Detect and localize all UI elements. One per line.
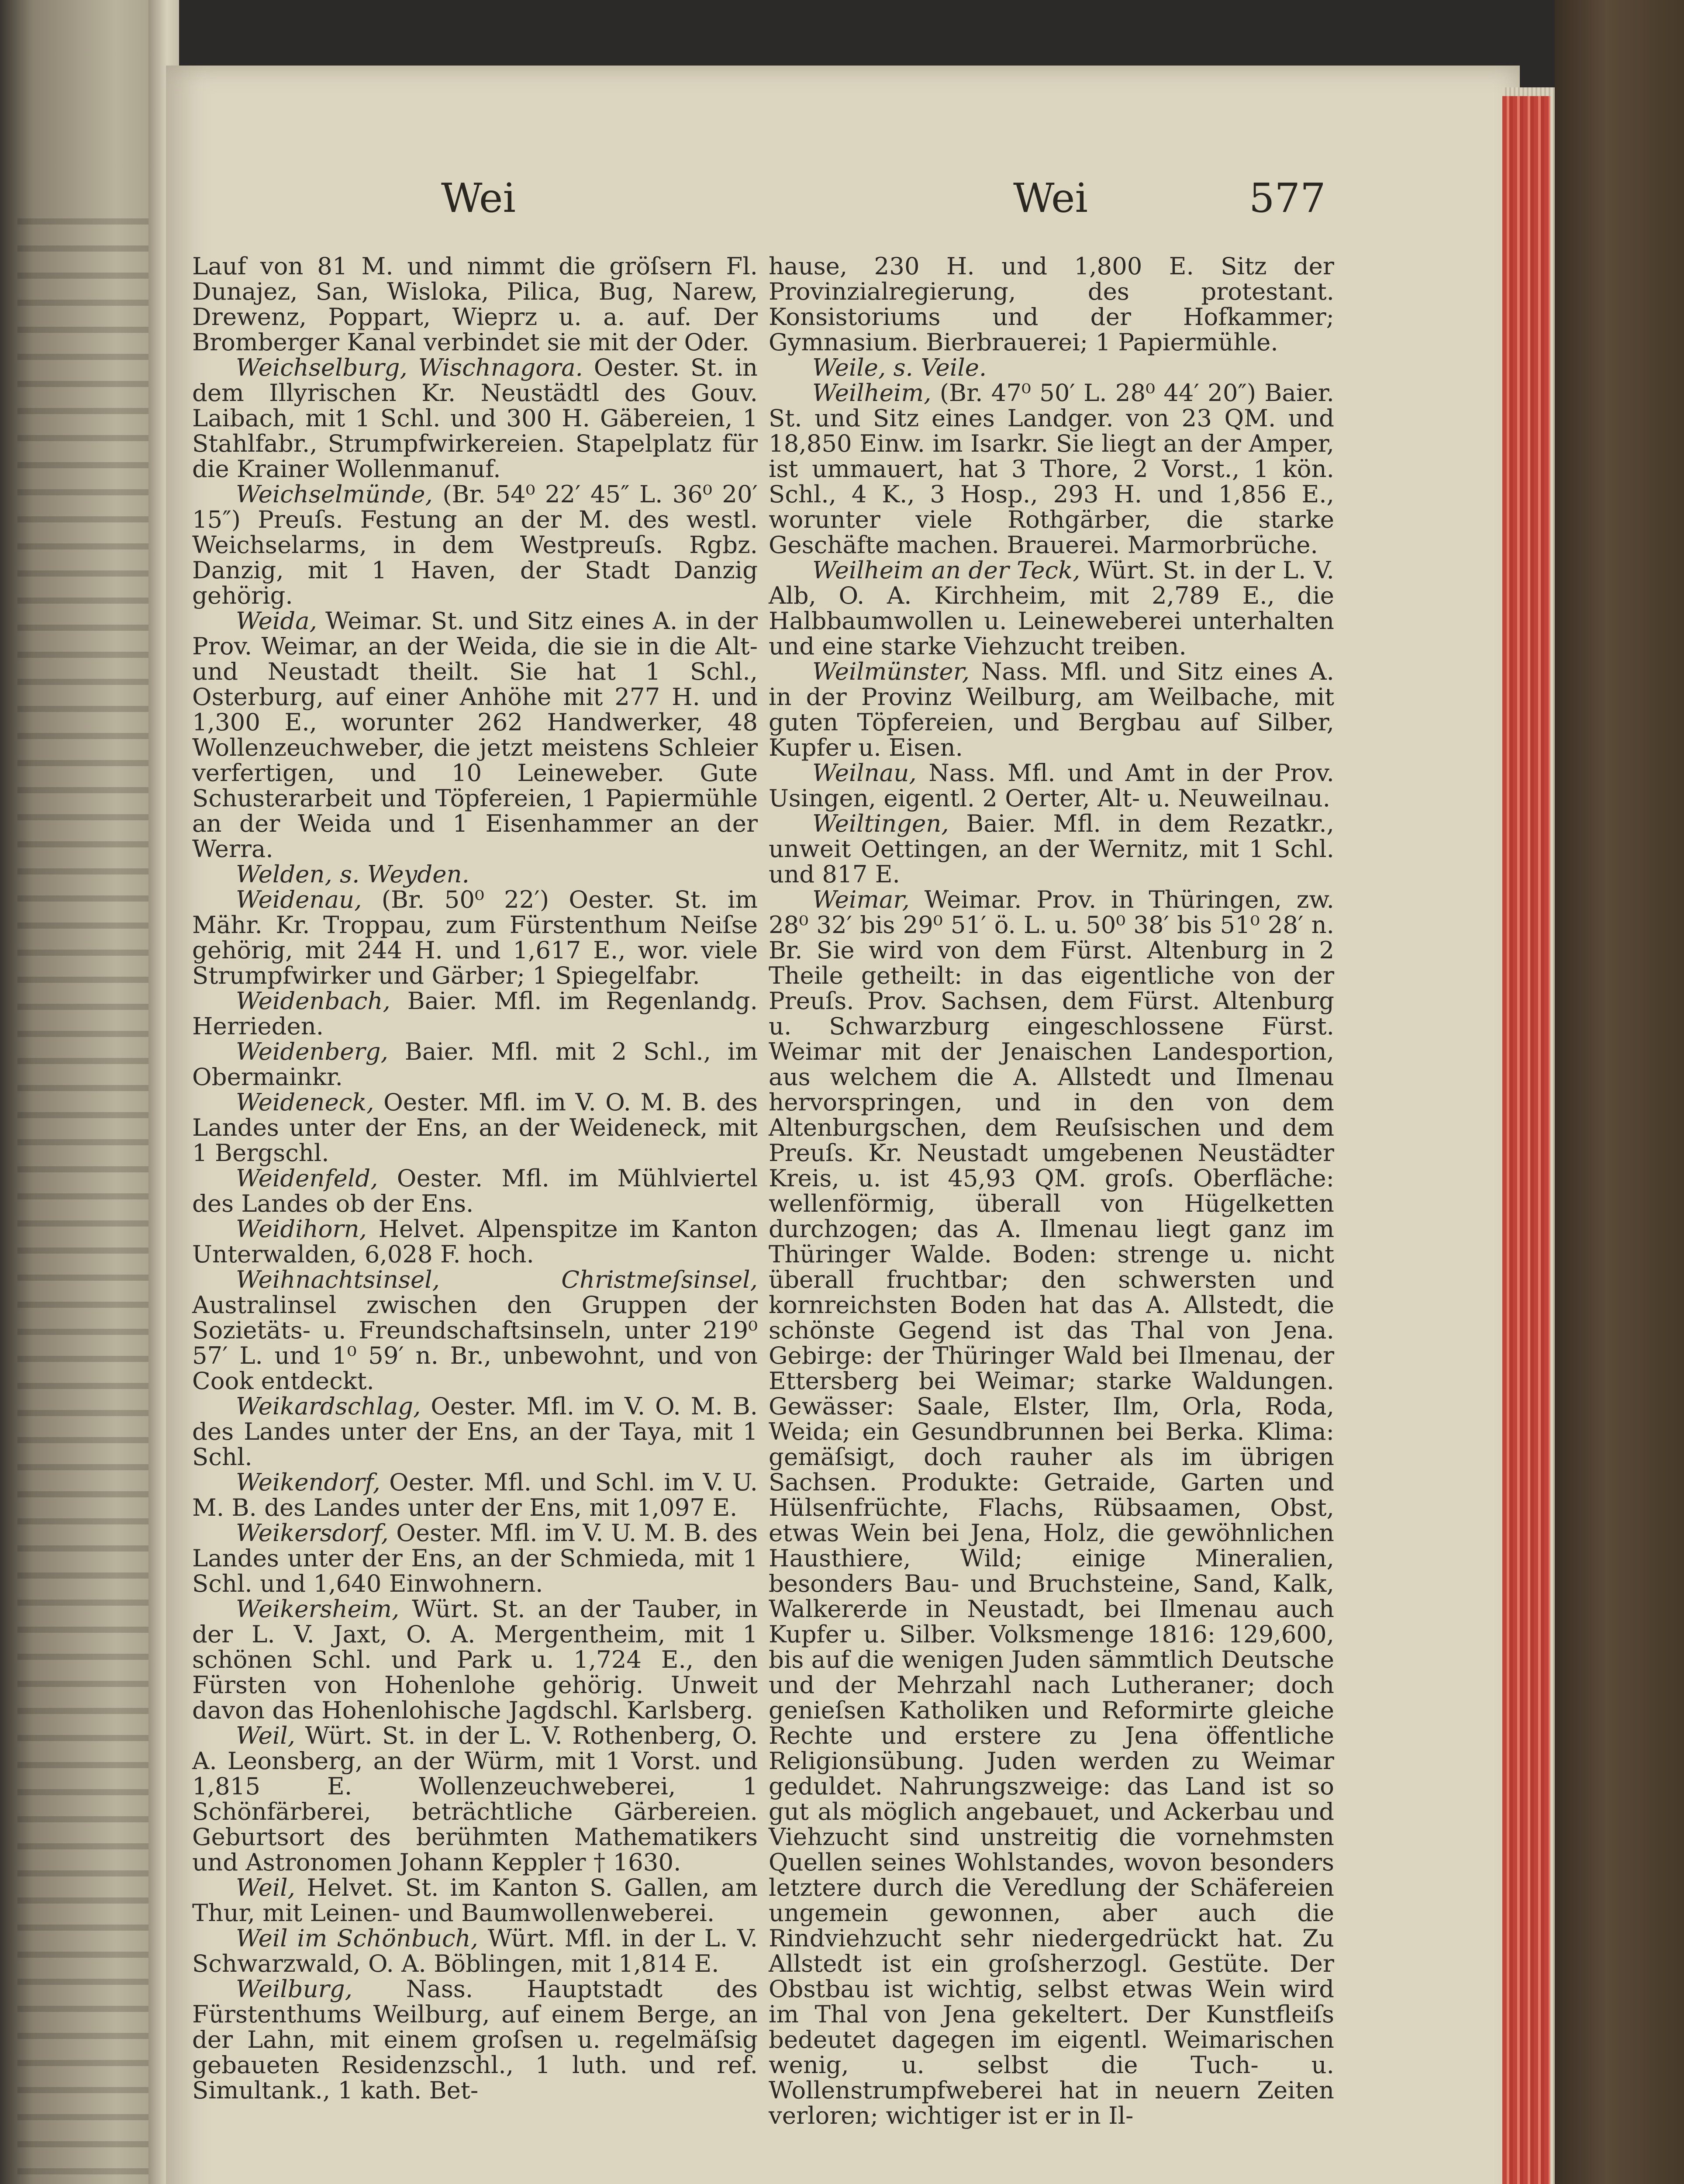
dictionary-entry [769,887,1334,2128]
entry-text: Würt. St. in der L. V. Alb, O. A. Kirchheim, mit 2,789 E., die Halbbaumwollen u. Leineweberei unterhalten und eine starke Viehzucht treiben. [769,556,1335,660]
previous-page-edge [0,0,166,2184]
entry-text: Oester. Mfl. im Mühlviertel des Landes ob der Ens. [192,1164,758,1217]
entry-text: Lauf von 81 M. und nimmt die gröſsern Fl. Dunajez, San, Wisloka, Pilica, Bug, Narew, Drewenz, Poppart, Wieprz u. a. auf. Der Bromberger Kanal verbindet sie mit der Oder. [192,252,758,356]
dictionary-entry [192,1925,758,1976]
entry-headword: Weichselmünde, [236,480,433,508]
dictionary-entry [769,659,1334,760]
entry-text: Oester. Mfl. im V. O. M. B. des Landes unter der Ens, an der Taya, mit 1 Schl. [192,1392,758,1471]
entry-headword: Weidenbach, [236,987,390,1015]
entry-text: Baier. Mfl. mit 2 Schl., im Obermainkr. [192,1037,758,1091]
dictionary-entry [192,1723,758,1875]
dictionary-entry [769,760,1334,811]
dictionary-entry [192,1267,758,1393]
entry-text: Würt. St. in der L. V. Rothenberg, O. A. Leonsberg, an der Würm, mit 1 Vorst. und 1,815 E. Wollenzeuchweberei, 1 Schönfärberei, beträchtliche Gärbereien. Geburtsort des berühmten Mathematikers und Astronomen Johann Keppler † 1630. [192,1721,758,1876]
bleed-through-text [17,218,162,2184]
dictionary-entry [192,1165,758,1216]
dictionary-entry [769,355,1334,380]
dictionary-entry [192,887,758,988]
dictionary-entry [192,1520,758,1596]
entry-text: Baier. Mfl. in dem Rezatkr., unweit Oettingen, an der Wernitz, mit 1 Schl. und 817 E. [769,809,1334,888]
entry-text: Würt. St. an der Tauber, in der L. V. Jaxt, O. A. Mergentheim, mit 1 schönen Schl. und Park u. 1,724 E., den Fürsten von Hohenlohe gehörig. Unweit davon das Hohenlohische Jagdschl. Karlsberg. [192,1595,758,1724]
entry-headword: Weile, s. Veile. [812,353,987,381]
dictionary-entry [192,1976,758,2103]
right-column [769,253,1334,2128]
dictionary-entry [769,253,1334,355]
entry-text: Weimar. St. und Sitz eines A. in der Prov. Weimar, an der Weida, die sie in die Alt- und Neustadt theilt. Sie hat 1 Schl., Osterburg, auf einer Anhöhe mit 277 H. und 1,300 E., worunter 262 Handwerker, 48 Wollenzeuchweber, die jetzt meistens Schleier verfertigen, und 10 Leineweber. Gute Schusterarbeit und Töpfereien, 1 Papiermühle an der Weida und 1 Eisenhammer an der Werra. [192,607,758,863]
dictionary-entry [769,557,1334,659]
dictionary-entry [192,355,758,481]
dictionary-entry [192,1596,758,1723]
entry-text: Würt. Mfl. in der L. V. Schwarzwald, O. A. Böblingen, mit 1,814 E. [192,1924,758,1977]
entry-headword: Weiltingen, [812,809,949,837]
entry-headword: Weilheim, [812,379,932,407]
book-cover [1555,0,1684,2184]
running-head-right: Wei [1013,175,1088,221]
entry-headword: Weikersdorf, [236,1519,389,1547]
entry-text: Weimar. Prov. in Thüringen, zw. 28⁰ 32′ bis 29⁰ 51′ ö. L. u. 50⁰ 38′ bis 51⁰ 28′ n. Br. Sie wird von dem Fürst. Altenburg in 2 Theile getheilt: in das eigentliche von der Preuſs. Prov. Sachsen, dem Fürst. Altenburg u. Schwarzburg eingeschlossene Fürst. Weimar mit der Jenaischen Landesportion, aus welchem die A. Allstedt und Ilmenau hervorspringen, und in den von dem Altenburgschen, dem Reuſsischen und dem Preuſs. Kr. Neustadt umgebenen Neustädter Kreis, u. ist 45,93 QM. groſs. Oberfläche: wellenförmig, überall von Hügelketten durchzogen; das A. Ilmenau liegt ganz im Thüringer Walde. Boden: strenge u. nicht überall fruchtbar; den schwersten und kornreichsten Boden hat das A. Allstedt, die schönste Gegend ist das Thal von Jena. Gebirge: der Thüringer Wald bei Ilmenau, der Ettersberg bei Weimar; starke Waldungen. Gewässer: Saale, Elster, Ilm, Orla, Roda, Weida; ein Gesundbrunnen bei Berka. Klima: gemäſsigt, doch rauher als im übrigen Sachsen. Produkte: Getraide, Garten und Hülsenfrüchte, Flachs, Rübsaamen, Obst, etwas Wein bei Jena, Holz, die gewöhnlichen Hausthiere, Wild; einige Mineralien, besonders Bau- und Bruchsteine, Sand, Kalk, Walkererde in Neustadt, bei Ilmenau auch Kupfer u. Silber. Volksmenge 1816: 129,600, bis auf die wenigen Juden sämmtlich Deutsche und der Mehrzahl nach Lutheraner; doch genieſsen Katholiken und Reformirte gleiche Rechte und erstere zu Jena öffentliche Religionsübung. Juden werden zu Weimar geduldet. Nahrungszweige: das Land ist so gut als möglich angebauet, und Ackerbau und Viehzucht sind unstreitig die vornehmsten Quellen seines Wohlstandes, wovon besonders letztere durch die Veredlung der Schäfereien ungemein gewonnen, aber auch die Rindviehzucht sehr niedergedrückt hat. Zu Allstedt ist ein groſsherzogl. Gestüte. Der Obstbau ist wichtig, selbst etwas Wein wird im Thal von Jena gekeltert. Der Kunstfleiſs bedeutet dagegen im eigentl. Weimarischen wenig, u. selbst die Tuch- u. Wollenstrumpfweberei hat in neuern Zeiten verloren; wichtiger ist er in Il- [769,885,1334,2129]
dictionary-entry [192,1469,758,1520]
entry-headword: Weimar, [812,885,910,913]
entry-text: (Br. 54⁰ 22′ 45″ L. 36⁰ 20′ 15″) Preuſs. Festung an der M. des westl. Weichselarms, in dem Westpreuſs. Rgbz. Danzig, mit 1 Haven, der Stadt Danzig gehörig. [192,480,758,609]
dictionary-entry [192,1875,758,1925]
entry-text: Helvet. St. im Kanton S. Gallen, am Thur, mit Leinen- und Baumwollenweberei. [192,1873,758,1927]
running-head-left: Wei [441,175,516,221]
dictionary-entry [192,481,758,608]
dictionary-entry [192,861,758,887]
red-page-edge [1502,96,1550,2184]
entry-text: hause, 230 H. und 1,800 E. Sitz der Provinzialregierung, des protestant. Konsistoriums und der Hofkammer; Gymnasium. Bierbrauerei; 1 Papiermühle. [769,252,1334,356]
left-column [192,253,758,2103]
entry-text: Oester. St. in dem Illyrischen Kr. Neustädtl des Gouv. Laibach, mit 1 Schl. und 300 H. Gäbereien, 1 Stahlfabr., Strumpfwirkereien. Stapelplatz für die Krainer Wollenmanuf. [192,353,758,483]
entry-text: Baier. Mfl. im Regenlandg. Herrieden. [192,987,758,1040]
entry-text: Oester. Mfl. im V. U. M. B. des Landes unter der Ens, an der Schmieda, mit 1 Schl. und 1,640 Einwohnern. [192,1519,758,1597]
entry-text: (Br. 50⁰ 22′) Oester. St. im Mähr. Kr. Troppau, zum Fürstenthum Neiſse gehörig, mit 244 H. und 1,617 E., wor. viele Strumpfwirker und Gärber; 1 Spiegelfabr. [192,885,758,989]
dictionary-entry [192,608,758,861]
entry-text: Nass. Mfl. und Amt in der Prov. Usingen, eigentl. 2 Oerter, Alt- u. Neuweilnau. [769,759,1335,812]
dictionary-entry [192,1216,758,1267]
dictionary-entry [192,1089,758,1165]
entry-text: (Br. 47⁰ 50′ L. 28⁰ 44′ 20″) Baier. St. und Sitz eines Landger. von 23 QM. und 18,850 Einw. im Isarkr. Sie liegt an der Amper, ist ummauert, hat 3 Thore, 2 Vorst., 1 kön. Schl., 4 K., 3 Hosp., 293 H. und 1,856 E., worunter viele Rothgärber, die starke Geschäfte machen. Brauerei. Marmorbrüche. [769,379,1334,559]
entry-text: Nass. Mfl. und Sitz eines A. in der Provinz Weilburg, am Weilbache, mit guten Töpfereien, und Bergbau auf Silber, Kupfer u. Eisen. [769,657,1334,761]
entry-headword: Weidenberg, [236,1037,388,1065]
dictionary-entry [769,380,1334,557]
entry-headword: Weikardschlag, [236,1392,421,1420]
entry-headword: Weil, [236,1873,296,1901]
entry-headword: Weidihorn, [236,1215,367,1243]
dictionary-entry [769,811,1334,887]
entry-headword: Weilnau, [812,759,917,787]
dictionary-entry [192,988,758,1039]
dictionary-entry [192,253,758,355]
entry-text: Nass. Hauptstadt des Fürstenthums Weilburg, auf einem Berge, an der Lahn, mit einem groſsen u. regelmäſsig gebaueten Residenzschl., 1 luth. und ref. Simultank., 1 kath. Bet- [192,1975,758,2104]
entry-headword: Weideneck, [236,1088,374,1116]
entry-headword: Weikersheim, [236,1595,400,1623]
entry-text: Oester. Mfl. und Schl. im V. U. M. B. des Landes unter der Ens, mit 1,097 E. [192,1468,758,1521]
entry-text: Australinsel zwischen den Gruppen der Sozietäts- u. Freundschaftsinseln, unter 219⁰ 57′ L. und 1⁰ 59′ n. Br., unbewohnt, und von Cook entdeckt. [192,1291,758,1395]
entry-headword: Weihnachtsinsel, Christmeſsinsel, [236,1265,758,1293]
page-number: 577 [1249,175,1326,221]
entry-headword: Weil, [236,1721,296,1749]
entry-headword: Weil im Schönbuch, [236,1924,478,1952]
entry-headword: Weidenau, [236,885,362,913]
dictionary-entry [192,1039,758,1089]
dictionary-entry [192,1393,758,1469]
entry-headword: Weikendorf, [236,1468,380,1496]
entry-text: Oester. Mfl. im V. O. M. B. des Landes unter der Ens, an der Weideneck, mit 1 Bergschl. [192,1088,758,1167]
entry-headword: Weilheim an der Teck, [812,556,1080,584]
entry-headword: Weichselburg, Wischnagora. [236,353,583,381]
entry-headword: Weilburg, [236,1975,352,2003]
entry-text: Helvet. Alpenspitze im Kanton Unterwalden, 6,028 F. hoch. [192,1215,758,1268]
entry-headword: Weilmünster, [812,657,970,685]
entry-headword: Weidenfeld, [236,1164,378,1192]
entry-headword: Welden, s. Weyden. [236,860,469,888]
entry-headword: Weida, [236,607,317,635]
